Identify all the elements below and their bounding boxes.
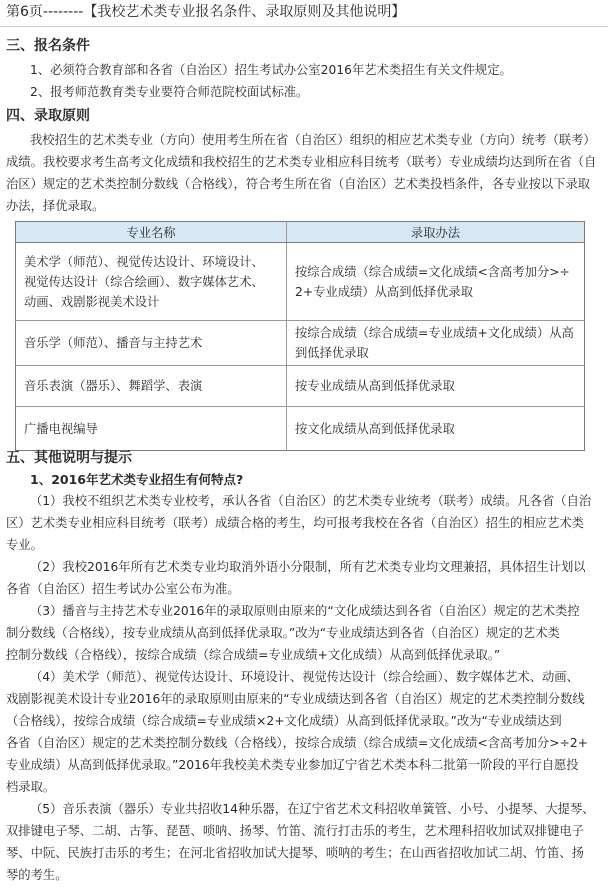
method-cell: 按专业成绩从高到低择优录取 xyxy=(287,366,585,407)
table-row xyxy=(16,321,585,366)
admission-text-line: 我校招生的艺术类专业（方向）使用考生所在省（自治区）组织的相应艺术类专业（方向）统考（联考） xyxy=(30,133,596,147)
section-4-title: 四、录取原则 xyxy=(6,108,90,124)
admission-text-line: 办法，择优录取。 xyxy=(6,199,105,213)
header-method: 录取办法 xyxy=(287,222,585,243)
faq-question: 1、2016年艺术类专业招生有何特点? xyxy=(30,472,244,487)
note-4-line: （4）美术学（师范）、视觉传达设计、环境设计、视觉传达设计（综合绘画）、数字媒体艺术、动画、 xyxy=(30,670,579,684)
note-1-line: （1）我校不组织艺术类专业校考，承认各省（自治区）的艺术类专业统考（联考）成绩。凡各省（自治 xyxy=(30,494,592,508)
table-row xyxy=(16,243,585,321)
major-cell: 音乐学（师范）、播音与主持艺术 xyxy=(16,321,287,366)
note-1-line: 区）艺术类专业相应科目统考（联考）成绩合格的考生，均可报考我校在各省（自治区）招生的相应艺术类 xyxy=(6,516,584,530)
header-divider xyxy=(0,26,608,27)
section-5-title: 五、其他说明与提示 xyxy=(6,450,132,466)
major-cell: 广播电视编导 xyxy=(16,407,287,451)
table-row xyxy=(16,407,585,451)
header-major: 专业名称 xyxy=(16,222,287,243)
method-cell: 按文化成绩从高到低择优录取 xyxy=(287,407,585,451)
admission-text-line: 治区）规定的艺术类控制分数线（合格线），符合考生所在省（自治区）艺术类投档条件，各专业按以下录取 xyxy=(6,177,591,191)
admission-table xyxy=(15,221,585,451)
note-4-line: 档录取。 xyxy=(6,780,56,794)
admission-text-line: 成绩。我校要求考生高考文化成绩和我校招生的艺术类专业相应科目统考（联考）专业成绩均达到所在省（自 xyxy=(6,155,597,169)
table-header-row xyxy=(16,222,585,243)
section-3-title: 三、报名条件 xyxy=(6,38,90,54)
note-5-line: 双排键电子琴、二胡、古筝、琵琶、唢呐、扬琴、竹笛、流行打击乐的考生，艺术理科招收加试双排键电子 xyxy=(6,824,584,838)
note-3-line: 控制分数线（合格线），按综合成绩（综合成绩=专业成绩+文化成绩）从高到低择优录取。” xyxy=(6,648,501,662)
note-4-line: 戏剧影视美术设计专业2016年的录取原则由原来的“专业成绩达到各省（自治区）规定的艺术类控制分数线 xyxy=(6,692,585,706)
note-4-line: 专业成绩）从高到低择优录取。”2016年我校美术类专业参加辽宁省艺术类本科二批第一阶段的平行自愿投 xyxy=(6,758,579,772)
method-cell: 按综合成绩（综合成绩=专业成绩+文化成绩）从高 到低择优录取 xyxy=(287,321,585,366)
note-4-line: 各省（自治区）规定的艺术类控制分数线（合格线），按综合成绩（综合成绩=文化成绩<含高考加分>÷2+ xyxy=(6,736,588,750)
note-2-line: （2）我校2016年所有艺术类专业均取消外语小分限制，所有艺术类专业均文理兼招，具体招生计划以 xyxy=(30,560,586,574)
major-cell: 美术学（师范）、视觉传达设计、环境设计、 视觉传达设计（综合绘画）、数字媒体艺术、 动画、戏剧影视美术设计 xyxy=(16,243,287,321)
major-cell: 音乐表演（器乐）、舞蹈学、表演 xyxy=(16,366,287,407)
requirement-1: 1、必须符合教育部和各省（自治区）招生考试办公室2016年艺术类招生有关文件规定。 xyxy=(30,63,512,77)
method-cell: 按综合成绩（综合成绩=文化成绩<含高考加分>÷ 2+专业成绩）从高到低择优录取 xyxy=(287,243,585,321)
page-header: 第6页--------【我校艺术类专业报名条件、录取原则及其他说明】 xyxy=(6,4,406,20)
note-2-line: 各省（自治区）招生考试办公室公布为准。 xyxy=(6,582,240,596)
note-5-line: （5）音乐表演（器乐）专业共招收14种乐器，在辽宁省艺术文科招收单簧管、小号、小提琴、大提琴、 xyxy=(30,802,595,816)
note-5-line: 琴的考生。 xyxy=(6,868,68,882)
note-5-line: 琴、中阮、民族打击乐的考生；在河北省招收加试大提琴、唢呐的考生；在山西省招收加试二胡、竹笛、扬 xyxy=(6,846,584,860)
note-3-line: （3）播音与主持艺术专业2016年的录取原则由原来的“文化成绩达到各省（自治区）规定的艺术类控 xyxy=(30,604,580,618)
note-4-line: （合格线），按综合成绩（综合成绩=专业成绩×2+文化成绩）从高到低择优录取。”改为“专业成绩达到 xyxy=(6,714,562,728)
note-1-line: 专业。 xyxy=(6,538,43,552)
requirement-2: 2、报考师范教育类专业要符合师范院校面试标准。 xyxy=(30,85,309,99)
note-3-line: 制分数线（合格线），按专业成绩从高到低择优录取。”改为“专业成绩达到各省（自治区）规定的艺术类 xyxy=(6,626,560,640)
table-row xyxy=(16,366,585,407)
